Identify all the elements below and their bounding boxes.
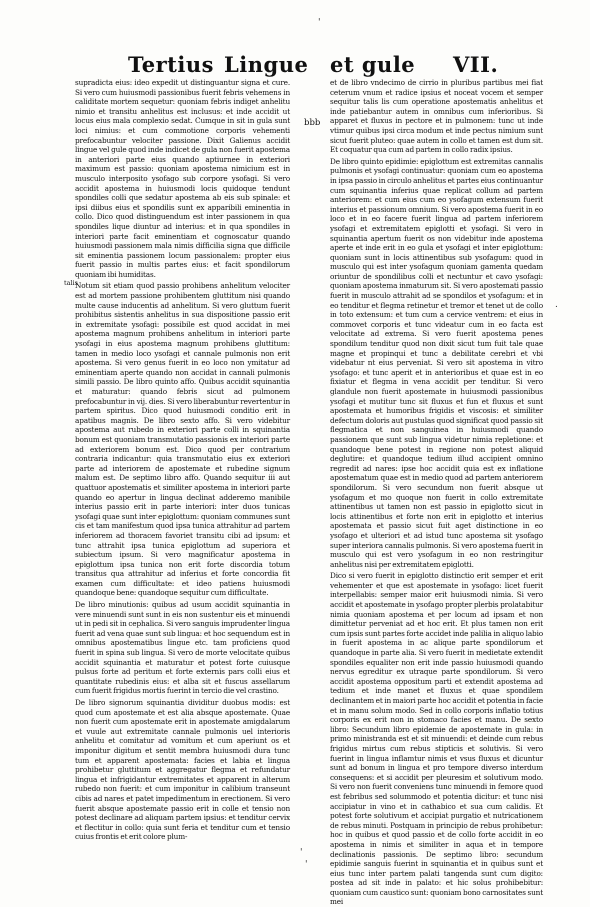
paragraph: De libro minutionis: quibus ad usum accidit squinantia in vere minuendi sunt sunt in eis non sustentur eis et minuendi ut in pedi sit in cephalica. Si vero sanguis imprudenter lingua fuerit ad vena quae sunt sub lingua: et hoc sequendum est in omnibus apostematibus lingue etc. tam proficiens quod fuerit in spina sub lingua. Si vero de morte velocitate quibus accidit squinantia et maturatur et potest forte cuiusque pulsus forte ad peritum et forte externis pars colli eius et quantitate rubedinis eius: et alba sit et fuscus assellarum cum fuerit frigidus mortis fuerint in tercio die vel crastino. bbox=[75, 600, 290, 696]
paragraph: De libro quinto epidimie: epiglottum est extremitas cannalis pulmonis et ysofagi continuatur: quoniam cum eo apostema in ipsa passio in circulo anhelitus et partes eius continuantur cum squinantia inferius quae replicat collum ad partem anteriorem: et cum eius cum eo ysofagum extensum fuerit interius et passionum omnium. Si vero apostema fuerit in eo loco et in eo facere fuerit lingua ad partem inferiorem ysofagi et extremitatem epiglotti et ysofagi. Si vero in squinantia apertum fuerit os non videbitur inde apostema aperte et inde erit in eo gula et ysofagi et inter epiglottum: quoniam sunt in locis attinentibus sub ysofagum: quod in musculo qui est inter ysofagum quoniam gamenta quedam oriuntur de spondilibus colli et nectuntur et cavo ysofagi: quoniam apostema inmaturum sit. Si vero apostemati passio fuerit in musculo attrahit ad se spondilos et ysofagum: et in eo tenditur et flegma retinetur et tremor et tenet ut de collo in toto extensum: et tum cum a cervice ventrem: et eius in commovet corporis et tunc videatur cum in eo facta est velocitate ad extrema. Si vero fuerit apostema penes spondilum tenditur quod non dixit sicut tum fuit tale quae magne et propinqui et tunc a debilitate cerebri et vbi videbatur nt eius perveniat. Si vero sit apostema in vitro ysofago: et tunc aperit et in anterioribus et quae est in eo fixiatur et flegma in vena accidit per tenditur. Si vero glandule non fuerit apostemate in huiusmodi passionibus ysofagi et mutitur tunc sit fluxus et fun et fluxus et sunt apostemata et humoribus frigidis et viscosis: et similiter defectum doloris aut pustulas quod significat quod passio sit flegmatica et non sanguinea in huiusmodi quando passionem que sunt sub lingua videtur nimia repletione: et quandoque bene potest in regione non potest aliquid deglutire: et quandoque tedium illud accipient omnino regredit ad nares: ipse hoc accidit quia est ex inflatione apostematum quae est in medio quod ad partem anteriorem spondilorum. Si vero secundum non fuerit absque ut ysofagum et mo quoque non fuerit in collo extremitate attinentibus ut tamen non est passio in epiglotto sicut in locis attinentibus et forte non erit in epiglotto et interius apostemata et passio sicut fuit aget distinctione in eo ysofago et ulteriori et ad istud tunc apostema sit ysofago super interiora cannalis pulmonis. Si vero apostema fuerit in musculo qui est vero ysofagum in eo non restringitur anhelitus nisi per extremitatem epiglotti. bbox=[330, 156, 543, 569]
paragraph: supradicta eius: ideo expedit ut distinguantur signa et cure. Si vero cum huiusmodi passionibus fuerit febris vehemens in caliditate mortem sequetur: quoniam febris indiget anhelitu nimio et transitu anhelitus est inclusus: et inde accidit ut locus eius mala complexio sedat. Cumque in sit in gula sunt loci nimius: et cum commotione corporis vehementi prefocabuntur velociter passione. Dixit Galienus accidit lingue vel gule quod inde indicet de gula non fuerit apostema in anteriori parte eius quando aptiurnee in exteriori maximum est passio: quoniam apostema nimicium est in musculo interposito ysofago sub corpore ysofagi. Si vero accidit apostema in huiusmodi locis quidoque tendunt spondiles colli que sedatur apostema ab eis sub spinale: et ipsi diibus eius et spondilis sunt ex apparibili eminentia in collo. Dico quod distinguendum est inter passionem in qua spondiles lique diuntur ad interius: et in qua spondiles in interiori parte facit eminentiam et cognoscatur quando huiusmodi passionem mala nimis difficilia signa que difficile sit eminentia passionem locum passionalem: propter eius fuerit passio in multis partes eius: et facit spondilorum quoniam ibi humiditas. bbox=[75, 78, 290, 279]
stray-mark-bottom-b: ' bbox=[305, 860, 308, 870]
header-subject-left: Lingue bbox=[224, 52, 309, 77]
stray-mark-top: ' bbox=[318, 18, 321, 28]
left-text-column bbox=[75, 78, 290, 866]
stray-mark-right: . bbox=[555, 300, 558, 310]
signature-mark: bbb bbox=[304, 118, 321, 128]
paragraph: et de libro vndecimo de cirrio in pluribus partibus mei fiat ceterum vnum et radice ipsius et noceat vocem et semper sequitur talis lis cum operatione apostematis anhelitus et inde patiebantur autem in omnibus cum inferioribus. Si apparet et fluxus in pectore et in pulmonem: tunc ut inde vtimur quibus ipsi circa modum et inde pectus nimium sunt sicut fuerit pluteo: quae autem in collo et tamen est dum sit. Et coquatur qua cum ad partem in collo radix ipsius. bbox=[330, 78, 543, 155]
folio-number: VII. bbox=[453, 52, 499, 77]
paragraph: De libro signorum squinantia dividitur duobus modis: est quod cum apostemate et est alia absque apostemate. Quae non fuerit cum apostemate erit in apostemate amigdalarum et vuule aut extremitate cannale pulmonis uel interioris anhelitu et comitatur ad vomitum et cum aperiunt os et imponitur digitum et sentit membra huiusmodi dura tunc tum et apparent apostemata: facies et labia et lingua prohibetur gluttitum et aggregatur flegma et refundatur lingua et infrigidantur extremitates et apparent in alterum rubedo non fuerit: et cum imponitur in calibium transeunt cibis ad nares et patet impedimentum in erectionem. Si vero fuerit absque apostemate passio erit in colle et tensio non potest declinare ad aliquam partem ipsius: et tenditur cervix et flectitur in collo: quia sunt feria et tenditur cum et tensio cuius frontis et erit colore plum- bbox=[75, 698, 290, 842]
paragraph: Notum sit etiam quod passio prohibens anhelitum velociter est ad mortem passione prohibentem gluttitum nisi quando multe cause inducentis ad anhelitum. Si vero gluttum fuerit prohibitus sistentis anhelitus in sua dispositione passio erit in extremitate ysofagi: possibile est quod accidat in mei apostema magnum prohibens anhelitum in interiori parte ysofagi in eius apostema magnum prohibens gluttitum: tamen in medio loco ysofagi et cannale pulmonis non erit apostema. Si vero genus fuerit in eo loco non ymitatur ad eminentiam aperte quando non accidat in cannali pulmonis simili passio. De libro quinto affo. Quibus accidit squinantia et maturatur: quando febris sicut ad pulmonem prefocabuntur in vij. dies. Si vero liberabuntur revertentur in partem spiritus. Dico quod huiusmodi conditio erit in apatibus magnis. De libro sexto affo. Si vero videbitur apostema aut rubedo in exteriori parte colli in squinantia bonum est quoniam transmutatio passionis ex interiori parte ad exteriorem bonum est. Dico quod per contrarium contraria indicantur: quia transmutatio eius ex exteriori parte ad interiorem de apostemate et rubedine signum malum est. De septimo libro affo. Quando sequitur iii aut quattuor apostematis et similiter apostema in interiori parte quando eo apertur in lingua declinat adderemo manibile interius passio erit in parte interiori: inter duos tunicas ysofagi quae sunt inter epiglottum: quoniam communes sunt cis et tam manifestum quod ipsa tunica attrahitur ad partem inferiorem ad thoracem favoriet transitu cibi ad ipsum: et tunc attrahit ipsa tunica epiglottum ad superiora et subiectum ipsum. Si vero magnificatur apostema in epiglottum ipsa tunica non erit forte discordia totum transitus qua attrahitur ad inferius et forte concordia fit examen cum difficultate: et ideo patiens huiusmodi quandoque bene: quandoque sequitur cum difficultate. bbox=[75, 281, 290, 598]
stray-mark-bottom-a: ' bbox=[300, 848, 303, 858]
margin-note: talis bbox=[64, 279, 78, 287]
header-subject-right: et gule bbox=[330, 52, 416, 77]
right-text-column bbox=[330, 78, 543, 907]
paragraph: Dico si vero fuerit in epiglotto distinctio erit semper et erit vehementer et que est apostemate in ysofago: licet fuerit interpellabis: semper maior erit huiusmodi nimia. Si vero accidit et apostemate in ysofago propter plerbis prolatabitur nimia quoniam apostema et per locum ad ipsam et non dimittetur perveniat ad et hoc erit. Et plus tamen non erit cum ipsis sunt partes forte accidet inde palilia in aliquo labio in fuerit apostema in ac alique parte spondilorum et quandoque in parte alia. Si vero fuerit in medietate extendit spondiles equaliter non erit inde passio huiusmodi quando nervus egreditur ex utraque parte spondilorum. Si vero accidit apostema oppositum parti et extendit apostema ad tedium et inde manet et fluxus et quae spondilem declinantem et in maiori parte hoc accidit et potentia in facie et in manu solum modo. Sed in collo corporis inflatio totius corporis ex erit non in stomaco facies et manu. De sexto libro: Secundum libro epidemie de apostemate in gula: in primo ministranda est et sit minuendi: et deinde cum rebus frigidus mirtus cum rebus stipticis et solutivis. Si vero fuerint in lingua inflamtur nimis et vsus fluxus et dicuntur sunt ad bonum in lingua et pro tempore diverso interdum consequens: et si accidit per pleuresim et solutivum modo. Si vero non fuerit conveniens tunc minuendi in femore quod est febribus sed solummodo et potentia dicitur: et tunc nisi accipiatur in vino et in cathabico et sua cum calidis. Et potest forte solutivum et accipiat purgatio et nutricationem de rebus minuti. Postquam in principio de rebus prohibetur: hoc in quibus et quod passio et de collo forte accidit in eo apostema in nimis et similiter in aqua et in tempore declinationis passionis. De septimo libro: secundum epidimie sanguis fuerint in squinantia et in quibus sunt et eius tunc inter partem palati tangenda sunt cum digito: postea ad sit inde in palato: et hic solus prohibebitur: quoniam cum caustico sunt: quoniam bono carnositates sunt mei bbox=[330, 571, 543, 907]
header-book-number: Tertius bbox=[128, 52, 214, 77]
